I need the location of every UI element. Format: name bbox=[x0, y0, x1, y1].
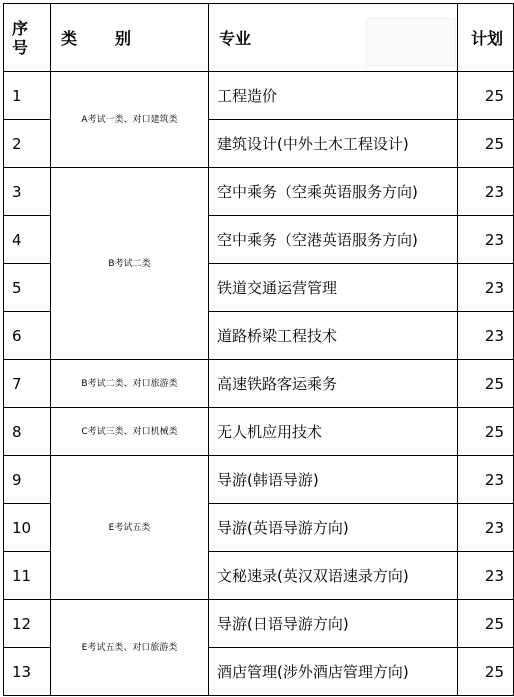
row-major: 铁道交通运营管理 bbox=[209, 264, 458, 312]
row-plan: 25 bbox=[458, 648, 514, 696]
row-number: 7 bbox=[4, 360, 51, 408]
row-number: 10 bbox=[4, 504, 51, 552]
header-major: 专业 bbox=[209, 4, 458, 72]
header-serial-line2: 号 bbox=[12, 37, 29, 57]
row-category: E考试五类 bbox=[51, 456, 209, 600]
row-category: E考试五类、对口旅游类 bbox=[51, 600, 209, 696]
row-plan: 25 bbox=[458, 120, 514, 168]
row-major: 道路桥梁工程技术 bbox=[209, 312, 458, 360]
header-category-part1: 类 bbox=[61, 29, 78, 48]
table-header-row bbox=[4, 4, 514, 72]
row-plan: 23 bbox=[458, 504, 514, 552]
row-plan: 23 bbox=[458, 312, 514, 360]
row-category: C考试三类、对口机械类 bbox=[51, 408, 209, 456]
row-plan: 23 bbox=[458, 552, 514, 600]
row-major: 导游(英语导游方向) bbox=[209, 504, 458, 552]
row-major: 导游(韩语导游) bbox=[209, 456, 458, 504]
row-major: 文秘速录(英汉双语速录方向) bbox=[209, 552, 458, 600]
row-number: 6 bbox=[4, 312, 51, 360]
table-row bbox=[4, 600, 514, 648]
row-major: 工程造价 bbox=[209, 72, 458, 120]
row-category: B考试二类 bbox=[51, 168, 209, 360]
header-serial-line1: 序 bbox=[12, 18, 29, 38]
header-category-part2: 别 bbox=[115, 29, 132, 48]
row-major: 建筑设计(中外土木工程设计) bbox=[209, 120, 458, 168]
row-number: 9 bbox=[4, 456, 51, 504]
table-row bbox=[4, 456, 514, 504]
row-number: 2 bbox=[4, 120, 51, 168]
row-major: 高速铁路客运乘务 bbox=[209, 360, 458, 408]
header-plan: 计划 bbox=[458, 4, 514, 72]
row-number: 11 bbox=[4, 552, 51, 600]
table-row bbox=[4, 72, 514, 120]
row-plan: 23 bbox=[458, 168, 514, 216]
row-plan: 25 bbox=[458, 408, 514, 456]
table-row bbox=[4, 168, 514, 216]
row-plan: 25 bbox=[458, 360, 514, 408]
enrollment-plan-table bbox=[3, 3, 514, 696]
row-number: 3 bbox=[4, 168, 51, 216]
row-plan: 23 bbox=[458, 264, 514, 312]
row-major: 空中乘务（空乘英语服务方向) bbox=[209, 168, 458, 216]
row-major: 导游(日语导游方向) bbox=[209, 600, 458, 648]
row-major: 无人机应用技术 bbox=[209, 408, 458, 456]
row-plan: 23 bbox=[458, 216, 514, 264]
row-plan: 25 bbox=[458, 72, 514, 120]
table-row bbox=[4, 408, 514, 456]
row-number: 13 bbox=[4, 648, 51, 696]
header-serial-number bbox=[4, 4, 51, 72]
row-category: A考试一类、对口建筑类 bbox=[51, 72, 209, 168]
row-plan: 23 bbox=[458, 456, 514, 504]
header-category bbox=[51, 4, 209, 72]
row-number: 4 bbox=[4, 216, 51, 264]
row-major: 酒店管理(涉外酒店管理方向) bbox=[209, 648, 458, 696]
row-plan: 25 bbox=[458, 600, 514, 648]
row-number: 5 bbox=[4, 264, 51, 312]
row-major: 空中乘务（空港英语服务方向) bbox=[209, 216, 458, 264]
row-category: B考试二类、对口旅游类 bbox=[51, 360, 209, 408]
row-number: 12 bbox=[4, 600, 51, 648]
row-number: 1 bbox=[4, 72, 51, 120]
table-row bbox=[4, 360, 514, 408]
row-number: 8 bbox=[4, 408, 51, 456]
